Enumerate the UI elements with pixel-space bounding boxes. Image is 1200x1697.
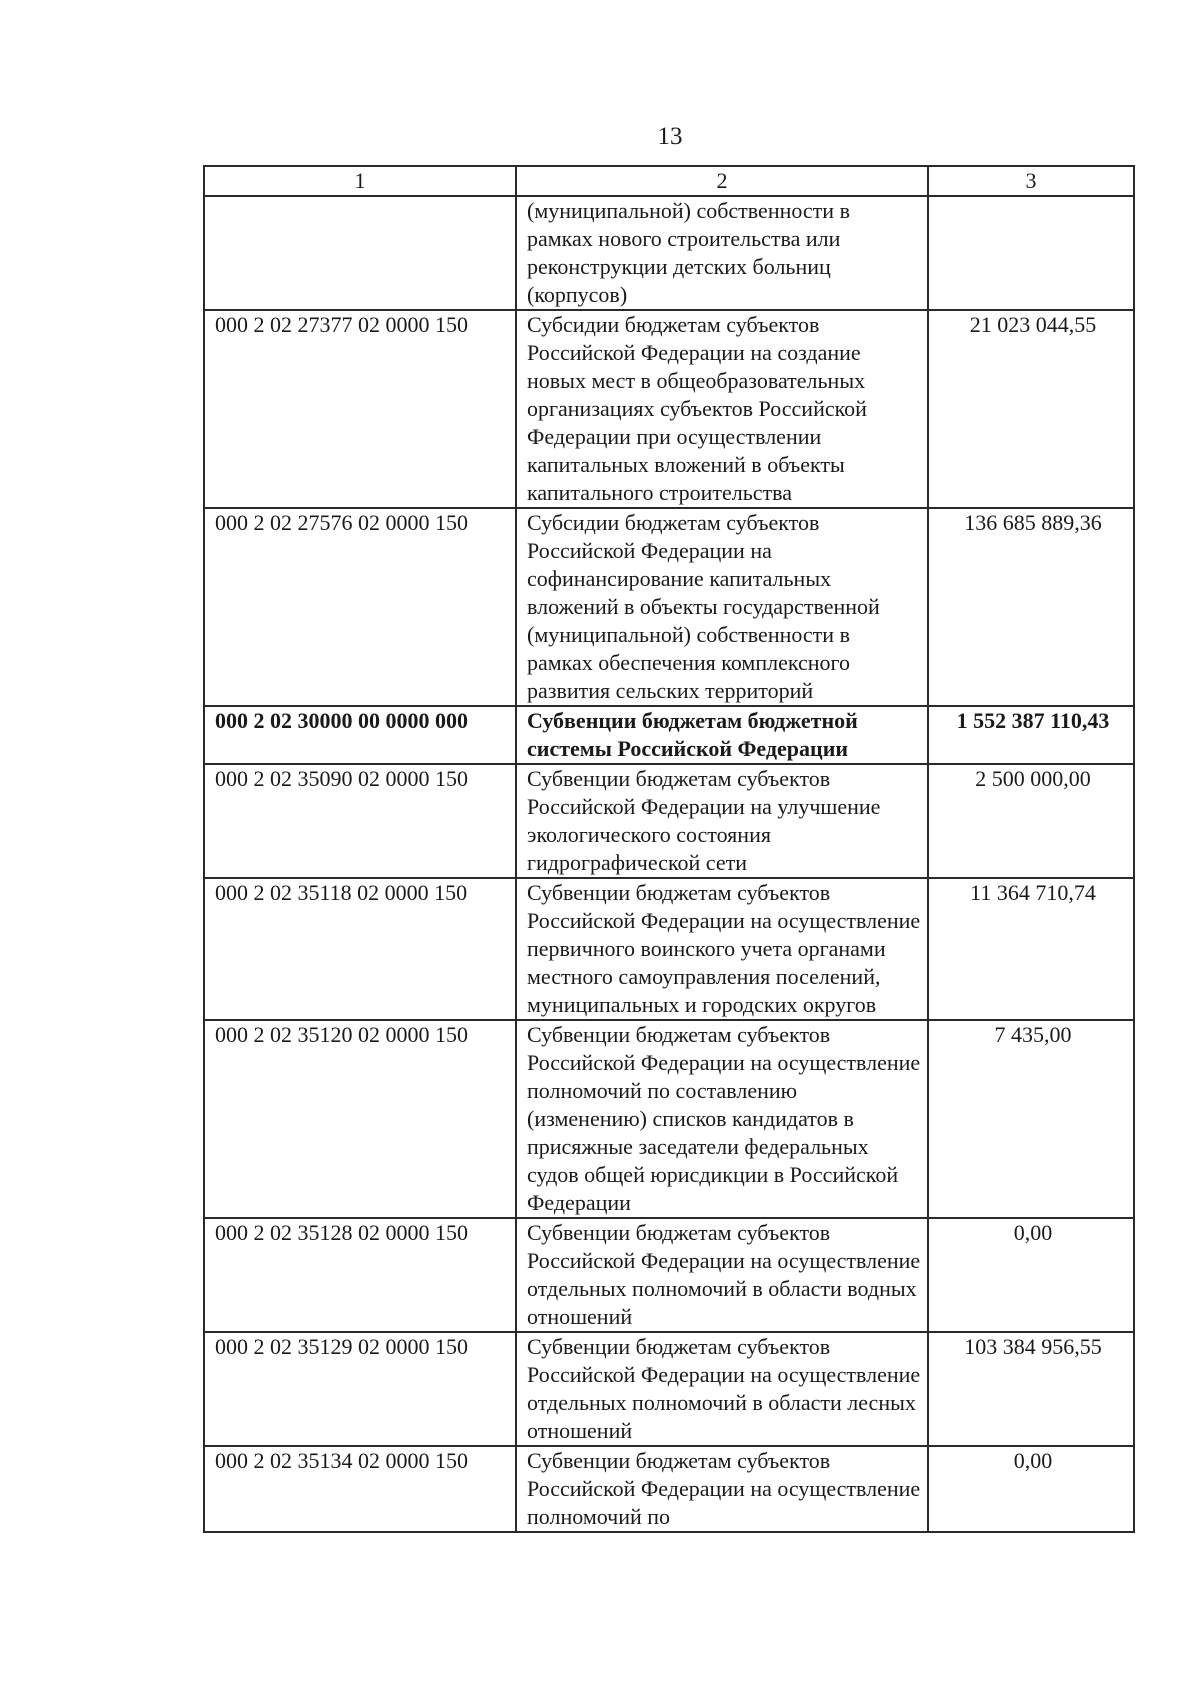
row-amount: 136 685 889,36 [928, 508, 1134, 706]
table-row [204, 764, 1134, 878]
row-name: Субвенции бюджетам субъектов Российской Федерации на осуществление первичного воинского учета органами местного самоуправления поселений, муниципальных и городских округов [516, 878, 928, 1020]
row-name: Субвенции бюджетам субъектов Российской Федерации на осуществление отдельных полномочий в области лесных отношений [516, 1332, 928, 1446]
table-row [204, 508, 1134, 706]
row-code: 000 2 02 35134 02 0000 150 [204, 1446, 516, 1532]
row-name: (муниципальной) собственности в рамках нового строительства или реконструкции детских больниц (корпусов) [516, 196, 928, 310]
table-row [204, 1332, 1134, 1446]
row-code: 000 2 02 27576 02 0000 150 [204, 508, 516, 706]
row-code: 000 2 02 35128 02 0000 150 [204, 1218, 516, 1332]
row-code [204, 196, 516, 310]
row-name: Субсидии бюджетам субъектов Российской Федерации на софинансирование капитальных вложений в объекты государственной (муниципальной) собственности в рамках обеспечения комплексного развития сельских территорий [516, 508, 928, 706]
row-code: 000 2 02 35129 02 0000 150 [204, 1332, 516, 1446]
row-amount: 0,00 [928, 1218, 1134, 1332]
row-amount: 7 435,00 [928, 1020, 1134, 1218]
row-amount: 0,00 [928, 1446, 1134, 1532]
column-header-code: 1 [204, 166, 516, 196]
table-row [204, 1218, 1134, 1332]
row-name: Субвенции бюджетам субъектов Российской Федерации на улучшение экологического состояния гидрографической сети [516, 764, 928, 878]
row-amount: 103 384 956,55 [928, 1332, 1134, 1446]
row-amount: 21 023 044,55 [928, 310, 1134, 508]
row-name: Субвенции бюджетам субъектов Российской Федерации на осуществление полномочий по [516, 1446, 928, 1532]
table-row [204, 878, 1134, 1020]
table-row-total [204, 706, 1134, 764]
row-amount: 2 500 000,00 [928, 764, 1134, 878]
column-header-amount: 3 [928, 166, 1134, 196]
row-name: Субвенции бюджетам субъектов Российской Федерации на осуществление полномочий по составлению (изменению) списков кандидатов в присяжные заседатели федеральных судов общей юрисдикции в Российской Федерации [516, 1020, 928, 1218]
column-header-name: 2 [516, 166, 928, 196]
row-name: Субсидии бюджетам субъектов Российской Федерации на создание новых мест в общеобразовательных организациях субъектов Российской Федерации при осуществлении капитальных вложений в объекты капитального строительства [516, 310, 928, 508]
table-row [204, 1446, 1134, 1532]
table-row [204, 1020, 1134, 1218]
row-amount: 1 552 387 110,43 [928, 706, 1134, 764]
row-code: 000 2 02 30000 00 0000 000 [204, 706, 516, 764]
table-row [204, 310, 1134, 508]
budget-revenue-table [203, 165, 1135, 1533]
row-amount [928, 196, 1134, 310]
page-number: 13 [657, 123, 683, 150]
row-code: 000 2 02 35120 02 0000 150 [204, 1020, 516, 1218]
table-row [204, 196, 1134, 310]
row-code: 000 2 02 35090 02 0000 150 [204, 764, 516, 878]
table-header-row [204, 166, 1134, 196]
row-code: 000 2 02 27377 02 0000 150 [204, 310, 516, 508]
row-name: Субвенции бюджетам бюджетной системы Российской Федерации [516, 706, 928, 764]
row-code: 000 2 02 35118 02 0000 150 [204, 878, 516, 1020]
row-amount: 11 364 710,74 [928, 878, 1134, 1020]
row-name: Субвенции бюджетам субъектов Российской Федерации на осуществление отдельных полномочий в области водных отношений [516, 1218, 928, 1332]
